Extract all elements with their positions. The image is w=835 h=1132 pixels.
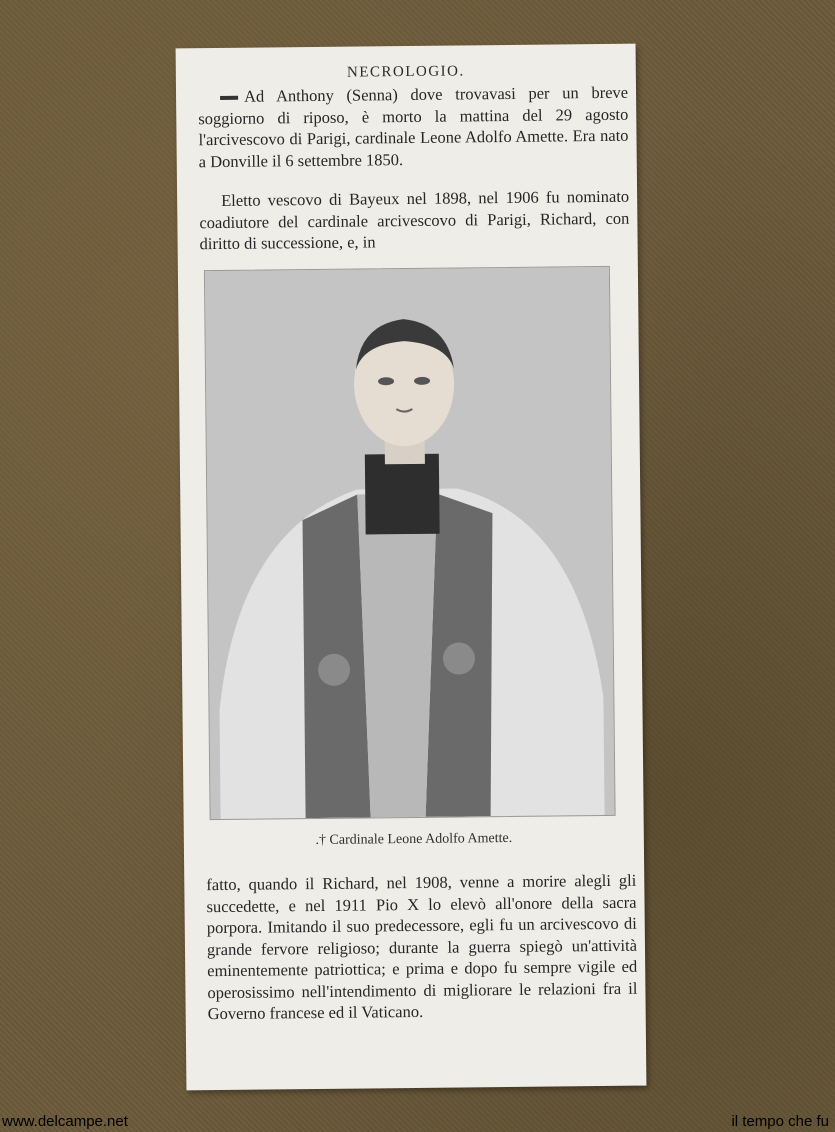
newspaper-clipping bbox=[176, 44, 647, 1091]
portrait-photo bbox=[204, 266, 616, 820]
photo-caption bbox=[184, 830, 644, 851]
watermark-left: www.delcampe.net bbox=[2, 1113, 128, 1130]
paragraph-3-text: fatto, quando il Richard, nel 1908, venne a morire alegli gli succedette, e nel 1911 Pio X lo elevò all'onore della sacra porpora. Imitando il suo predecessore, egli fu un arcivescovo di grande fervore religioso; durante la guerra spiegò un'attività eminentemente patriottica; e prima e dopo fu sempre vigile ed operosissimo nell'intendimento di migliorare le relazioni fra il Governo francese ed il Vaticano. bbox=[206, 870, 638, 1024]
dash-icon bbox=[220, 96, 238, 100]
paragraph-3 bbox=[206, 870, 638, 1025]
paragraph-1-text: Ad Anthony (Senna) dove trovavasi per un breve soggiorno di riposo, è morto la mattina del 29 agosto l'arcivescovo di Parigi, cardinale Leone Adolfo Amette. Era nato a Donville il 6 settembre 1850. bbox=[198, 82, 629, 171]
watermark-right: il tempo che fu bbox=[731, 1113, 829, 1130]
paragraph-2-text: Eletto vescovo di Bayeux nel 1898, nel 1906 fu nominato coadiutore del cardinale arcivescovo di Parigi, Richard, con diritto di successione, e, in bbox=[199, 186, 630, 254]
heading: NECROLOGIO. bbox=[346, 63, 465, 81]
paragraph-2 bbox=[199, 186, 630, 255]
cross-icon: .† bbox=[315, 832, 327, 849]
paragraph-1 bbox=[198, 82, 629, 172]
portrait-illustration bbox=[205, 267, 615, 819]
caption-text: Cardinale Leone Adolfo Amette. bbox=[329, 830, 513, 848]
